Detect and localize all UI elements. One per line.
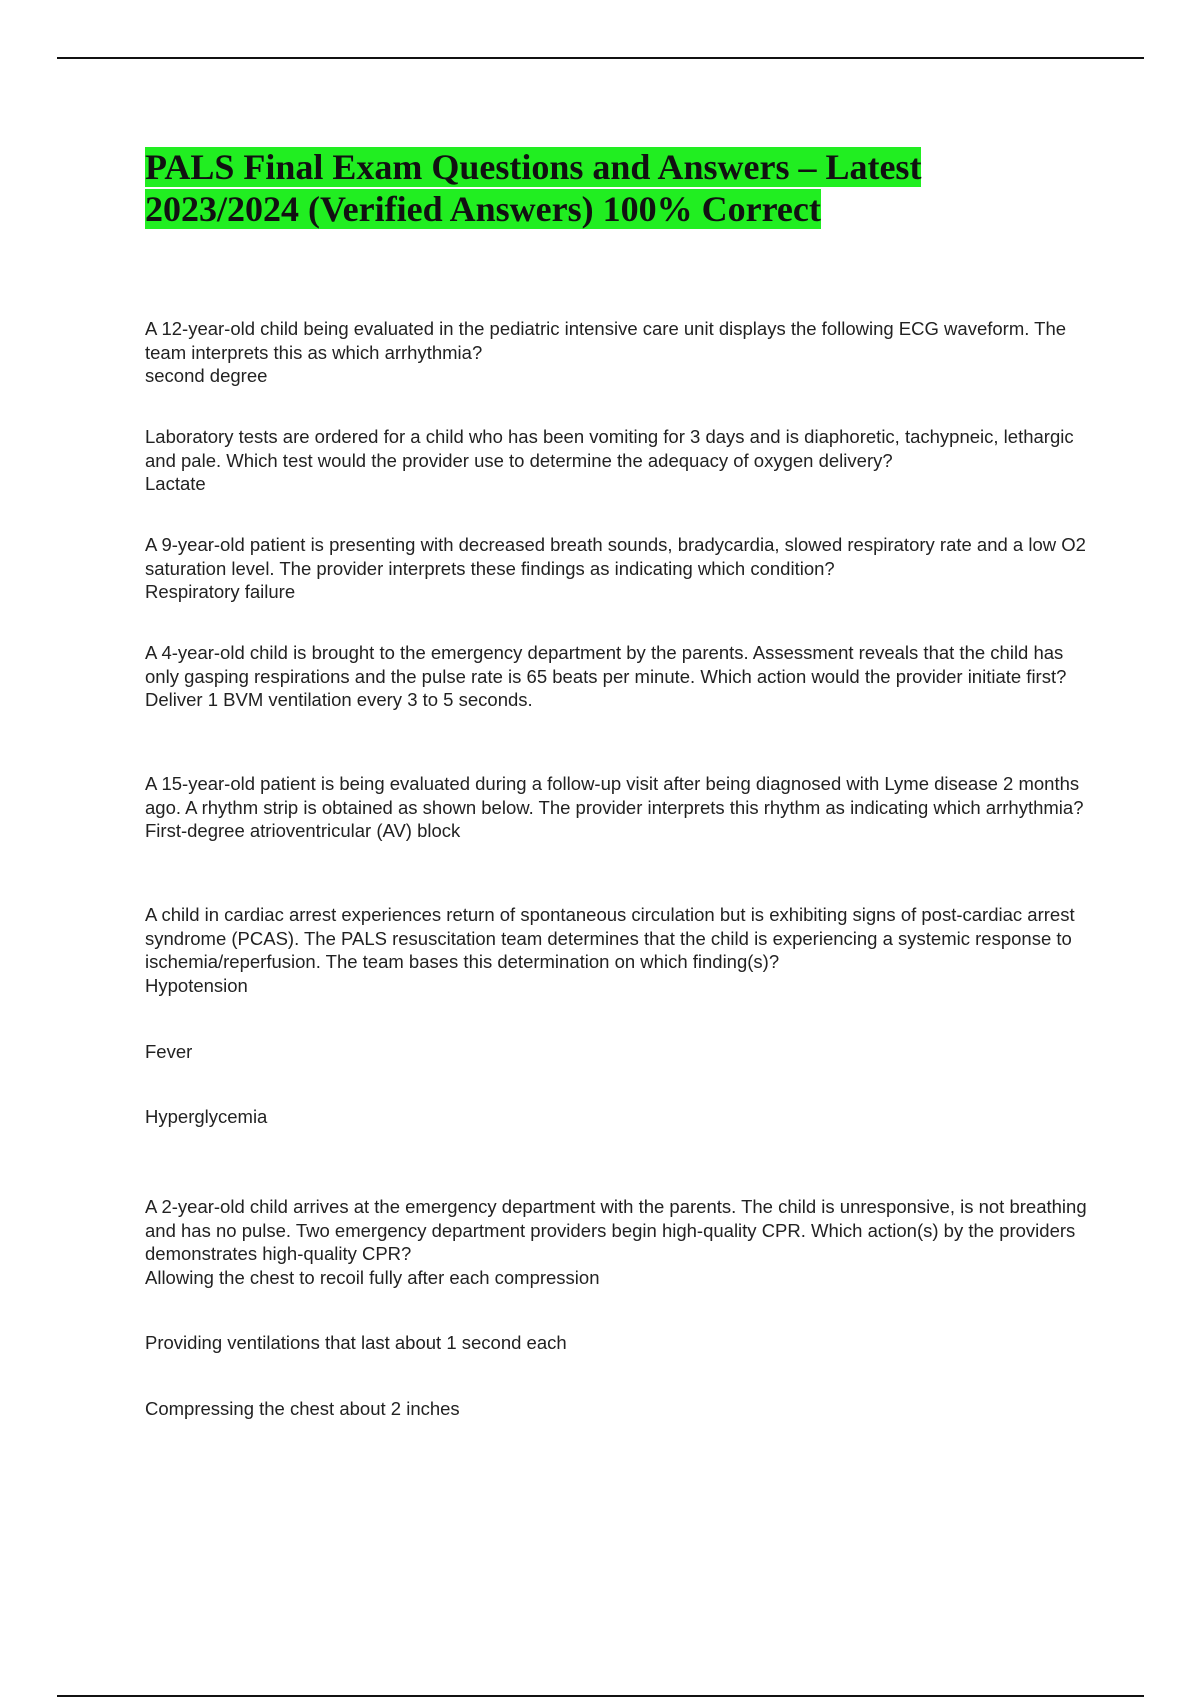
qa-item-6 xyxy=(145,903,1095,997)
answer-text: Allowing the chest to recoil fully after each compression xyxy=(145,1266,600,1288)
question-text: A 15-year-old patient is being evaluated during a follow-up visit after being diagnosed with Lyme disease 2 months ago. A rhythm strip is obtained as shown below. The provider interprets this rhythm as indicating which arrhythmia? xyxy=(145,773,1084,818)
question-text: Laboratory tests are ordered for a child who has been vomiting for 3 days and is diaphoretic, tachypneic, lethargic and pale. Which test would the provider use to determine the adequacy of oxygen delivery? xyxy=(145,426,1074,471)
question-text: A child in cardiac arrest experiences return of spontaneous circulation but is exhibiting signs of post-cardiac arrest syndrome (PCAS). The PALS resuscitation team determines that the child is experiencing a systemic response to ischemia/reperfusion. The team bases this determination on which finding(s)? xyxy=(145,904,1075,972)
answer-text: First-degree atrioventricular (AV) block xyxy=(145,820,461,841)
answer-text: Fever xyxy=(145,1041,193,1062)
qa-item-4 xyxy=(145,641,1095,712)
question-text: A 4-year-old child is brought to the emergency department by the parents. Assessment reveals that the child has only gasping respirations and the pulse rate is 65 beats per minute. Which action would the provider initiate first? xyxy=(145,642,1067,687)
qa-item-2 xyxy=(145,425,1095,496)
qa-item-3 xyxy=(145,533,1095,604)
answer-text: Providing ventilations that last about 1 second each xyxy=(145,1332,567,1353)
title-line-1: PALS Final Exam Questions and Answers – Latest xyxy=(145,147,922,187)
title-line-2: 2023/2024 (Verified Answers) 100% Correct xyxy=(145,189,821,229)
question-text: A 12-year-old child being evaluated in the pediatric intensive care unit displays the following ECG waveform. The team interprets this as which arrhythmia? xyxy=(145,318,1067,363)
answer-text: Compressing the chest about 2 inches xyxy=(145,1398,460,1419)
top-rule xyxy=(57,57,1144,59)
answer-text: Lactate xyxy=(145,473,206,494)
answer-text: Respiratory failure xyxy=(145,581,296,602)
qa-item-7 xyxy=(145,1195,1095,1289)
document-title xyxy=(145,146,1045,230)
answer-text: Deliver 1 BVM ventilation every 3 to 5 seconds. xyxy=(145,689,533,710)
answer-text: Hyperglycemia xyxy=(145,1106,268,1127)
answer-text: second degree xyxy=(145,365,268,386)
qa-item-5 xyxy=(145,772,1095,843)
question-text: A 9-year-old patient is presenting with decreased breath sounds, bradycardia, slowed respiratory rate and a low O2 saturation level. The provider interprets these findings as indicating which condition? xyxy=(145,534,1086,579)
bottom-rule xyxy=(57,1695,1144,1697)
qa-item-1 xyxy=(145,317,1095,388)
answer-text: Hypotension xyxy=(145,974,248,996)
question-text: A 2-year-old child arrives at the emergency department with the parents. The child is unresponsive, is not breathing and has no pulse. Two emergency department providers begin high-quality CPR. Which action(s) by the providers demonstrates high-quality CPR? xyxy=(145,1196,1087,1264)
